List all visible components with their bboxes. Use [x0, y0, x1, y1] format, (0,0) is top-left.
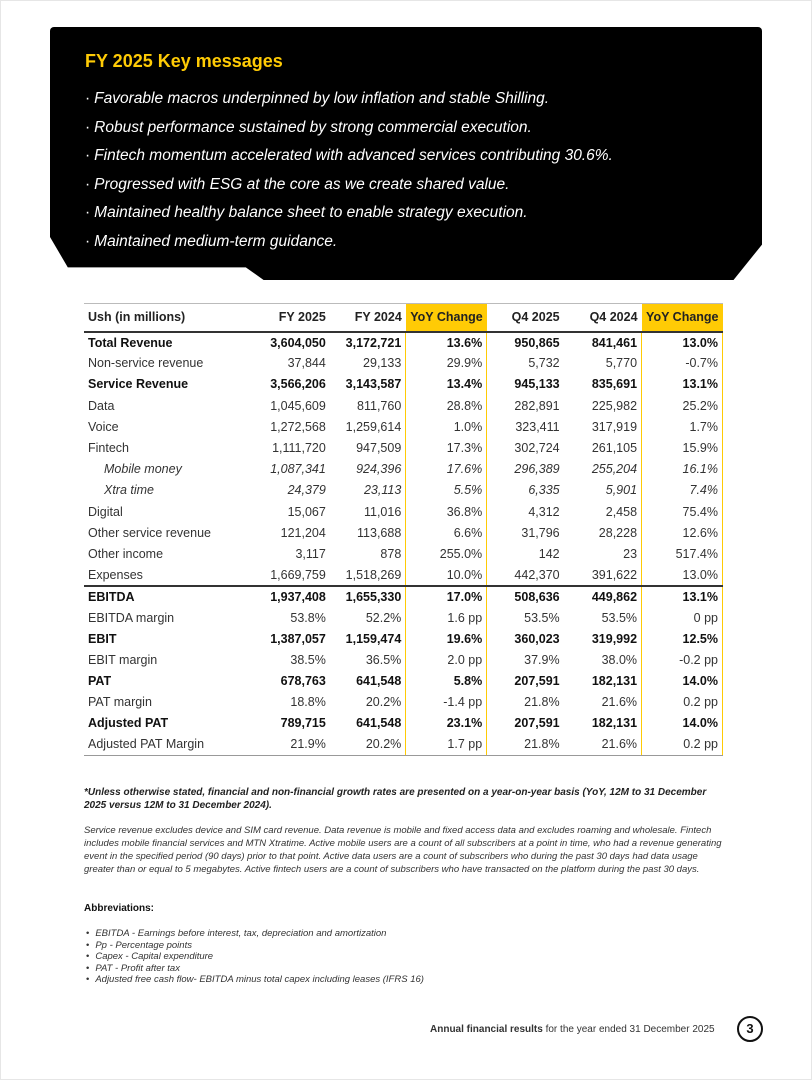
table-cell: 53.5%	[601, 610, 638, 625]
row-label: Service Revenue	[88, 377, 189, 392]
row-label: PAT	[88, 674, 112, 689]
table-cell: 23	[623, 546, 638, 561]
table-cell: 1.7%	[642, 416, 723, 437]
table-cell: -1.4 pp	[406, 692, 487, 713]
table-cell: 207,591	[514, 674, 560, 689]
table-cell: 641,548	[356, 674, 402, 689]
financial-summary-table	[84, 303, 723, 756]
table-cell: 255.0%	[406, 543, 487, 564]
row-label: Adjusted PAT	[88, 716, 169, 731]
table-cell: 13.4%	[406, 374, 487, 395]
table-cell: 20.2%	[330, 734, 406, 755]
abbreviations-list	[86, 928, 424, 986]
row-label: EBIT	[88, 631, 117, 646]
row-label: Mobile money	[104, 462, 182, 477]
table-cell: 25.2%	[642, 395, 723, 416]
table-cell: 12.6%	[642, 522, 723, 543]
table-cell: 924,396	[356, 462, 402, 477]
row-label: Voice	[88, 419, 119, 434]
table-cell: 442,370	[514, 567, 560, 582]
table-cell: 1,159,474	[345, 631, 402, 646]
table-cell: 3,172,721	[345, 335, 402, 350]
table-cell: 5,770	[605, 356, 638, 371]
row-label: Fintech	[88, 441, 129, 456]
table-cell: 3,566,206	[270, 377, 326, 392]
table-cell: 20.2%	[365, 695, 402, 710]
table-row	[84, 480, 723, 501]
table-row	[84, 607, 723, 628]
table-cell: 296,389	[514, 462, 560, 477]
abbreviation-item: • Capex - Capital expenditure	[86, 951, 424, 963]
header-fy2024: FY 2024	[330, 304, 406, 332]
table-cell: 1,272,568	[270, 419, 326, 434]
table-cell: 255,204	[591, 462, 638, 477]
table-cell: 38.0%	[601, 652, 638, 667]
table-cell: 811,760	[357, 398, 402, 413]
table-cell: 13.0%	[642, 565, 723, 586]
table-cell: 182,131	[591, 716, 638, 731]
page-footer	[430, 1024, 715, 1035]
key-message-item: · Robust performance sustained by strong commercial execution.	[85, 118, 532, 136]
table-cell: 7.4%	[642, 480, 723, 501]
table-cell: 0.2 pp	[642, 734, 723, 755]
header-label: Ush (in millions)	[84, 304, 254, 332]
table-cell: 142	[538, 546, 560, 561]
header-yoy-q4: YoY Change	[642, 304, 723, 332]
table-cell: 14.0%	[642, 671, 723, 692]
table-cell: 302,724	[514, 441, 560, 456]
table-row	[84, 459, 723, 480]
row-label: Xtra time	[104, 483, 155, 498]
key-messages-list	[85, 88, 745, 259]
table-cell: 2,458	[605, 504, 638, 519]
table-cell: 182,131	[591, 674, 638, 689]
table-cell: 28.8%	[406, 395, 487, 416]
table-row	[84, 713, 723, 734]
table-cell: 29.9%	[406, 353, 487, 374]
table-cell: 1,937,408	[254, 586, 330, 607]
footer-report-title: Annual financial results	[430, 1024, 543, 1035]
table-cell: 835,691	[591, 377, 638, 392]
table-cell: 75.4%	[642, 501, 723, 522]
table-cell: 37,844	[287, 356, 326, 371]
table-row	[84, 649, 723, 670]
table-cell: 37.9%	[524, 652, 560, 667]
table-cell: 17.6%	[406, 459, 487, 480]
table-cell: 13.1%	[642, 374, 723, 395]
table-cell: 1,518,269	[345, 567, 402, 582]
table-cell: 113,688	[357, 525, 402, 540]
table-cell: 12.5%	[642, 628, 723, 649]
table-cell: 13.0%	[642, 332, 723, 353]
table-cell: 23.1%	[406, 713, 487, 734]
row-label: Other income	[88, 546, 164, 561]
table-cell: 3,117	[295, 546, 326, 561]
table-row	[84, 586, 723, 607]
table-row	[84, 416, 723, 437]
table-cell: 23,113	[363, 483, 402, 498]
table-cell: 121,204	[280, 525, 326, 540]
table-row	[84, 671, 723, 692]
table-cell: 1,259,614	[345, 419, 402, 434]
table-cell: 36.8%	[406, 501, 487, 522]
table-cell: 0.2 pp	[642, 692, 723, 713]
table-cell: 1.0%	[406, 416, 487, 437]
table-cell: 53.8%	[290, 610, 326, 625]
table-row	[84, 374, 723, 395]
table-row	[84, 692, 723, 713]
header-q42025: Q4 2025	[487, 304, 564, 332]
table-row	[84, 565, 723, 586]
abbreviation-item: • Adjusted free cash flow- EBITDA minus total capex including leases (IFRS 16)	[86, 974, 424, 986]
table-cell: 947,509	[356, 441, 402, 456]
row-label: EBIT margin	[88, 652, 158, 667]
growth-note: *Unless otherwise stated, financial and non-financial growth rates are presented on a year-on-year basis (YoY, 12M to 31 December 2025 versus 12M to 31 December 2024).	[84, 787, 707, 811]
table-cell: -0.7%	[642, 353, 723, 374]
table-cell: 6,335	[528, 483, 560, 498]
table-cell: 0 pp	[642, 607, 723, 628]
table-row	[84, 501, 723, 522]
table-row	[84, 437, 723, 458]
definitions-note: Service revenue excludes device and SIM card revenue. Data revenue is mobile and fixed access data and excludes roaming and wholesale. Fintech includes mobile financial services and MTN Xtratime. Active mobile users are a count of all subscribers at a point in time, who had a revenue generating event in the specified period (90 days) prior to that point. Active data users are a count of subscribers who during the past 30 days had data usage greater than or equal to 5 megabytes. Active fintech users are a count of subscribers who have transacted on the platform during the past 30 days.	[84, 825, 722, 875]
table-cell: 11,016	[363, 504, 402, 519]
table-cell: 38.5%	[290, 652, 326, 667]
table-row	[84, 522, 723, 543]
table-cell: 13.1%	[642, 586, 723, 607]
table-cell: 21.9%	[254, 734, 330, 755]
table-cell: 21.8%	[487, 734, 564, 755]
table-cell: 789,715	[280, 716, 326, 731]
table-cell: 21.6%	[601, 695, 638, 710]
table-cell: 282,891	[514, 398, 560, 413]
table-header-row	[84, 304, 723, 332]
table-cell: 53.5%	[524, 610, 560, 625]
row-label: PAT margin	[88, 695, 152, 710]
row-label: Other service revenue	[88, 525, 211, 540]
table-cell: 5.8%	[406, 671, 487, 692]
table-cell: 1,111,720	[272, 441, 326, 456]
table-cell: 1,045,609	[270, 398, 326, 413]
table-cell: 878	[380, 546, 402, 561]
table-cell: 31,796	[521, 525, 560, 540]
table-cell: 517.4%	[642, 543, 723, 564]
table-cell: 6.6%	[406, 522, 487, 543]
row-label: Digital	[88, 504, 123, 519]
key-message-item: · Fintech momentum accelerated with advanced services contributing 30.6%.	[85, 147, 613, 164]
table-cell: 207,591	[514, 716, 560, 731]
table-row	[84, 734, 723, 755]
table-cell: 52.2%	[365, 610, 402, 625]
table-row	[84, 543, 723, 564]
table-cell: 3,604,050	[270, 335, 326, 350]
key-message-item: · Progressed with ESG at the core as we create shared value.	[85, 175, 510, 193]
key-message-item: · Maintained healthy balance sheet to enable strategy execution.	[85, 204, 528, 221]
table-body	[84, 332, 723, 756]
row-label: Non-service revenue	[88, 356, 204, 371]
table-cell: 1,655,330	[330, 586, 406, 607]
table-cell: 17.3%	[406, 437, 487, 458]
header-q42024: Q4 2024	[564, 304, 642, 332]
table-row	[84, 395, 723, 416]
table-cell: 21.8%	[524, 695, 560, 710]
table-cell: 319,992	[591, 631, 638, 646]
table-cell: 1,387,057	[270, 631, 326, 646]
table-cell: 36.5%	[365, 652, 402, 667]
row-label: Total Revenue	[88, 335, 173, 350]
table-cell: 225,982	[591, 398, 638, 413]
table-cell: 13.6%	[406, 332, 487, 353]
table-cell: 24,379	[287, 483, 326, 498]
table-cell: 841,461	[591, 335, 638, 350]
table-cell: 261,105	[591, 441, 638, 456]
key-message-item: · Favorable macros underpinned by low inflation and stable Shilling.	[85, 90, 550, 107]
table-cell: 14.0%	[642, 713, 723, 734]
table-cell: 15,067	[287, 504, 326, 519]
table-cell: 29,133	[363, 356, 402, 371]
table-cell: 449,862	[564, 586, 642, 607]
table-cell: 4,312	[528, 504, 560, 519]
key-message-item: · Maintained medium-term guidance.	[85, 232, 338, 250]
table-cell: 1.7 pp	[406, 734, 487, 755]
table-cell: 945,133	[514, 377, 560, 392]
table-cell: -0.2 pp	[642, 649, 723, 670]
table-cell: 641,548	[356, 716, 402, 731]
table-row	[84, 628, 723, 649]
table-cell: 323,411	[515, 419, 560, 434]
row-label: Adjusted PAT Margin	[84, 734, 254, 755]
abbreviation-item: • PAT - Profit after tax	[86, 963, 424, 975]
table-cell: 1,087,341	[270, 462, 326, 477]
key-messages-title: FY 2025 Key messages	[85, 51, 283, 71]
abbreviation-item: • EBITDA - Earnings before interest, tax, depreciation and amortization	[86, 928, 424, 940]
row-label: EBITDA	[84, 586, 254, 607]
table-cell: 10.0%	[406, 565, 487, 586]
header-fy2025: FY 2025	[254, 304, 330, 332]
table-cell: 19.6%	[406, 628, 487, 649]
table-cell: 3,143,587	[345, 377, 402, 392]
row-label: Data	[88, 398, 115, 413]
page-number: 3	[737, 1016, 763, 1042]
table-cell: 1.6 pp	[406, 607, 487, 628]
footer-period: for the year ended 31 December 2025	[542, 1024, 715, 1035]
table-cell: 5,732	[528, 356, 560, 371]
header-yoy-fy: YoY Change	[406, 304, 487, 332]
table-cell: 15.9%	[642, 437, 723, 458]
table-cell: 28,228	[598, 525, 638, 540]
table-cell: 1,669,759	[270, 567, 326, 582]
table-cell: 360,023	[514, 631, 560, 646]
table-cell: 21.6%	[564, 734, 642, 755]
row-label: Expenses	[88, 567, 143, 582]
table-cell: 5.5%	[406, 480, 487, 501]
table-row	[84, 353, 723, 374]
table-cell: 2.0 pp	[406, 649, 487, 670]
row-label: EBITDA margin	[88, 610, 175, 625]
table-cell: 391,622	[591, 567, 638, 582]
table-cell: 950,865	[514, 335, 560, 350]
table-cell: 678,763	[280, 674, 326, 689]
table-row	[84, 332, 723, 353]
abbreviation-item: • Pp - Percentage points	[86, 940, 424, 952]
table-cell: 5,901	[605, 483, 638, 498]
abbreviations-title: Abbreviations:	[84, 903, 155, 914]
table-cell: 16.1%	[642, 459, 723, 480]
table-cell: 18.8%	[290, 695, 326, 710]
table-cell: 317,919	[591, 419, 638, 434]
table-cell: 17.0%	[406, 586, 487, 607]
table-cell: 508,636	[487, 586, 564, 607]
